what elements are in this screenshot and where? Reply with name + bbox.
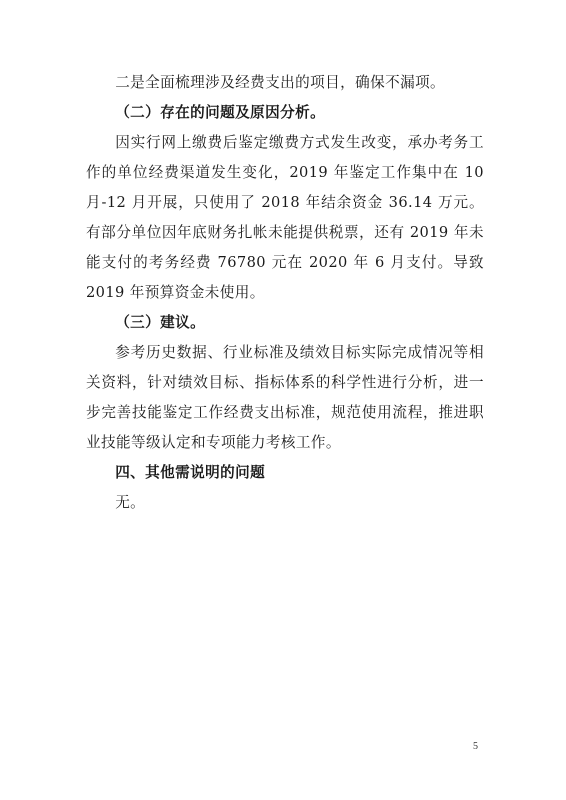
paragraph-none: 无。 — [115, 494, 146, 511]
document-body — [86, 68, 484, 518]
section-heading-other-issues: 四、其他需说明的问题 — [115, 464, 266, 481]
section-heading-suggestions: （三）建议。 — [115, 314, 206, 331]
paragraph-suggestions: 参考历史数据、行业标准及绩效目标实际完成情况等相关资料，针对绩效目标、指标体系的科学性进行分析，进一步完善技能鉴定工作经费支出标准，规范使用流程，推进职业技能等级认定和专项能力考核工作。 — [86, 344, 484, 451]
paragraph-problem-analysis: 因实行网上缴费后鉴定缴费方式发生改变，承办考务工作的单位经费渠道发生变化，2019 年鉴定工作集中在 10 月-12 月开展，只使用了 2018 年结余资金 36.14 万元。有部分单位因年底财务扎帐未能提供税票，还有 2019 年未能支付的考务经费 76780 元在 2020 年 6 月支付。导致 2019 年预算资金未使用。 — [86, 134, 484, 301]
paragraph-review-items: 二是全面梳理涉及经费支出的项目，确保不漏项。 — [115, 74, 446, 91]
page-number: 5 — [473, 741, 478, 752]
section-heading-problems: （二）存在的问题及原因分析。 — [115, 104, 326, 121]
